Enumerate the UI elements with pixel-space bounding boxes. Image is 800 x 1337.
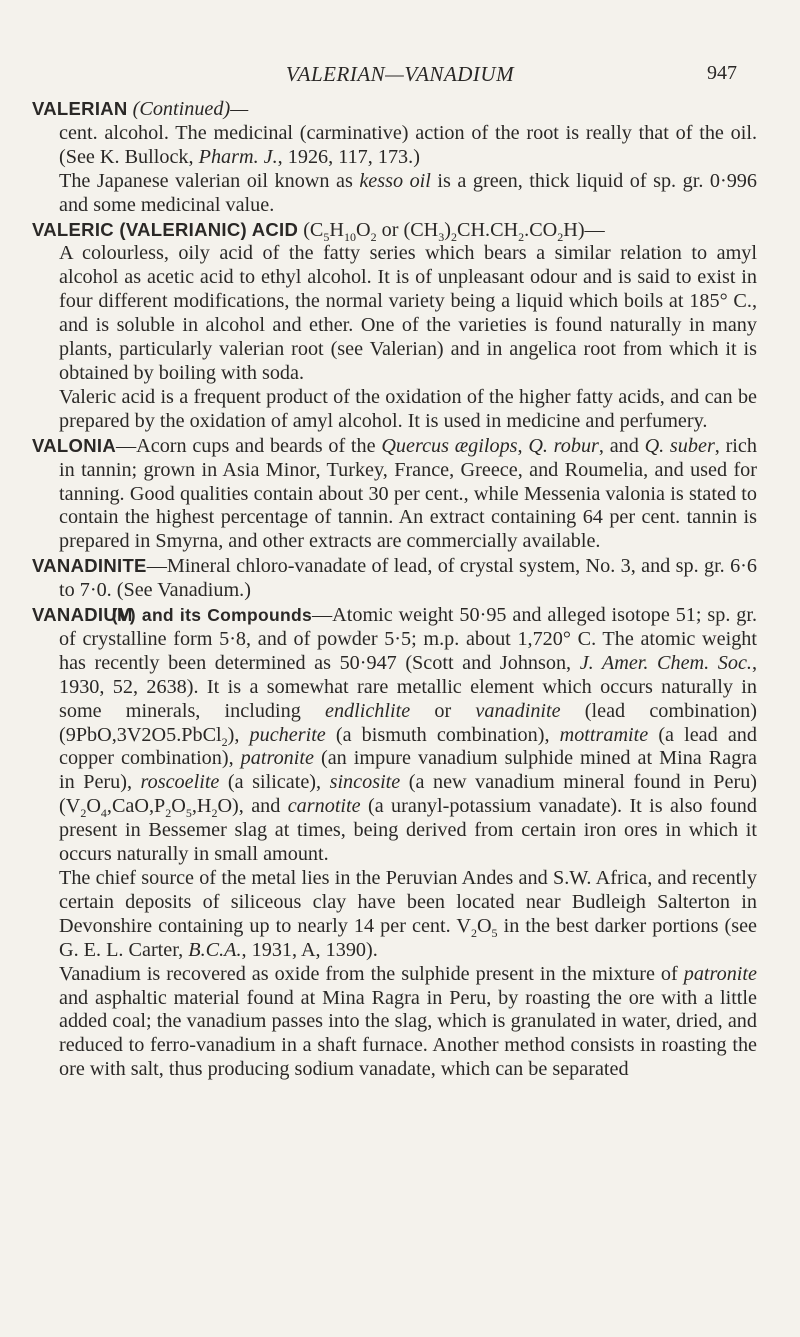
entry-text: Vanadium is recovered as oxide from the sulphide present in the mixture of patronite and asphaltic material found at Mina Ragra in Peru, by roasting the ore with a little added coal; the vanadium passes into the slag, which is granulated in water, dried, and reduced to ferro-vanadium in a shaft furnace. Another method consists in roasting the ore with salt, thus producing sodium vanadate, which can be separated (59, 962, 757, 1081)
paragraph (32, 867, 757, 963)
page-number: 947 (707, 62, 737, 84)
chemical-formula: ($C_5H_{10}O_2$ or $(CH_3)_2CH.CH_2.CO_2H)—$ (303, 218, 605, 244)
entry-text: A colourless, oily acid of the fatty series which bears a similar relation to amyl alcohol as acetic acid to ethyl alcohol. It is of unpleasant odour and is said to exist in four different modifications, the normal variety being a liquid which boils at 185° C., and is soluble in alcohol and ether. One of the varieties is found naturally in many plants, particularly valerian root (see Valerian) and in angelica root from which it is obtained by boiling with soda. (59, 242, 757, 384)
entry-valonia (32, 434, 757, 555)
entry-text: The Japanese valerian oil known as kesso oil is a green, thick liquid of sp. gr. 0·996 and some medicinal value. (59, 169, 757, 216)
entry-headword: VANADINITE (32, 555, 147, 577)
entry-valeric-acid (32, 218, 757, 243)
entry-vanadium (32, 603, 757, 867)
entry-text: —Acorn cups and beards of the Quercus ægilops, Q. robur, and Q. suber, rich in tannin; grown in Asia Minor, Turkey, France, Greece, and Roumelia, and used for tanning. Good qualities contain about 30 per cent., while Messenia valonia is stated to contain the highest percentage of tannin. An extract containing 64 per cent. tannin is prepared in Smyrna, and other extracts are commercially available. (59, 434, 757, 553)
entry-text: Valeric acid is a frequent product of the oxidation of the higher fatty acids, and can be prepared by the oxidation of amyl alcohol. It is used in medicine and perfumery. (59, 385, 757, 432)
entry-subhead: (V) and its Compounds (105, 605, 312, 626)
running-head: VALERIAN—VANADIUM (285, 62, 515, 86)
entry-text: —Atomic weight 50·95 and alleged isotope 51; sp. gr. of crystalline form 5·8, and of powder 5·5; m.p. about 1,720° C. The atomic weight has recently been determined as 50·947 (Scott and Johnson, J. Amer. Chem. Soc., 1930, 52, 2638). It is a somewhat rare metallic element which occurs naturally in some minerals, including endlichlite or vanadinite (lead combination) (9PbO,3V2O5.PbCl$_2$), pucherite (a bismuth combination), mottramite (a lead and copper combination), patronite (an impure vanadium sulphide mined at Mina Ragra in Peru), roscoelite (a silicate), sincosite (a new vanadium mineral found in Peru) $(V_2O_4,CaO,P_2O_5,H_2O)$, and carnotite (a uranyl-potassium vanadate). It is also found present in Bessemer slag at times, being derived from certain iron ores in which it occurs naturally in small amount. (59, 604, 758, 866)
paragraph (32, 242, 757, 385)
entry-headword: VALERIAN (32, 98, 128, 119)
entry-vanadinite (32, 554, 757, 603)
entry-text: —Mineral chloro-vanadate of lead, of crystal system, No. 3, and sp. gr. 6·6 to 7·0. (See Vanadium.) (59, 555, 757, 602)
paragraph (32, 386, 757, 434)
paragraph (32, 122, 757, 170)
entry-text: cent. alcohol. The medicinal (carminative) action of the root is really that of the oil. (See K. Bullock, Pharm. J., 1926, 117, 173.) (59, 121, 757, 168)
paragraph (32, 170, 757, 218)
entry-valerian (32, 97, 757, 122)
page-body (32, 97, 757, 1082)
entry-headword: VALONIA (32, 434, 116, 456)
continued-label: (Continued)— (132, 98, 249, 120)
paragraph (32, 963, 757, 1083)
entry-headword: VALERIC (VALERIANIC) ACID (32, 218, 299, 240)
entry-text: The chief source of the metal lies in the Peruvian Andes and S.W. Africa, and recently certain deposits of siliceous clay have been located near Budleigh Salterton in Devonshire containing up to nearly 14 per cent. $V_2O_5$ in the best darker portions (see G. E. L. Carter, B.C.A., 1931, A, 1390). (59, 867, 757, 961)
entry-headword: VANADIUM (32, 604, 133, 626)
